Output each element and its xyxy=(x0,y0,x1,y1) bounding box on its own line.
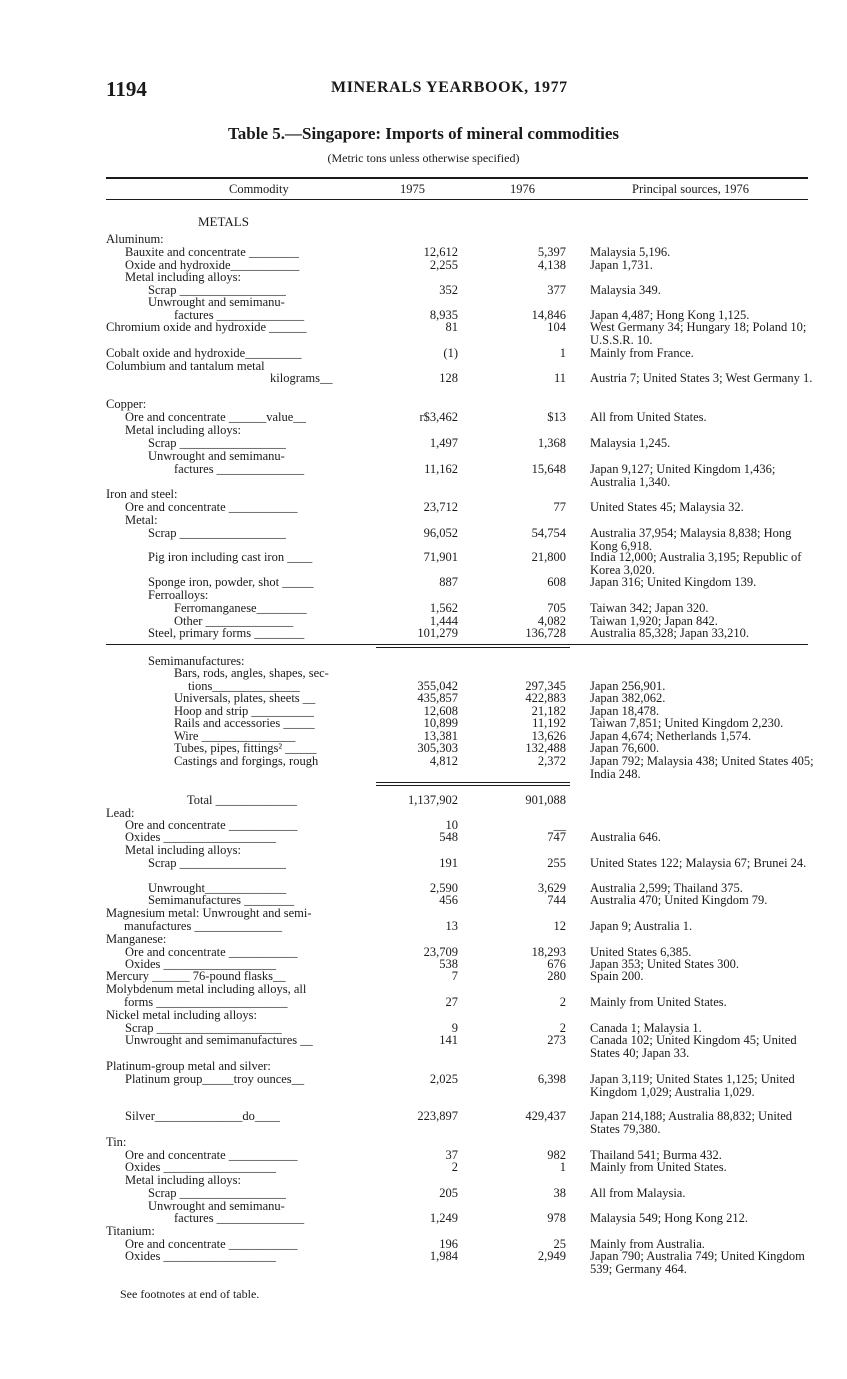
value-1976: 747 xyxy=(547,830,566,844)
row-label: Molybdenum metal including alloys, all xyxy=(106,982,307,996)
principal-sources: Japan 18,478. xyxy=(590,704,660,718)
value-1976: 104 xyxy=(547,320,566,334)
principal-sources: Australia 37,954; Malaysia 8,838; Hong Kong 6,918. xyxy=(590,526,792,553)
row-label: tions______________ xyxy=(188,679,300,693)
principal-sources: Australia 646. xyxy=(590,830,661,844)
row-label: Titanium: xyxy=(106,1224,155,1238)
principal-sources: Malaysia 5,196. xyxy=(590,245,671,259)
principal-sources: Japan 256,901. xyxy=(590,679,666,693)
row-label: Cobalt oxide and hydroxide_________ xyxy=(106,346,302,360)
value-1975: 355,042 xyxy=(417,679,458,693)
value-1975: r$3,462 xyxy=(419,410,458,424)
value-1976: 4,082 xyxy=(537,614,566,628)
row-label: Chromium oxide and hydroxide ______ xyxy=(106,320,307,334)
value-1975: 2,255 xyxy=(429,258,458,272)
value-1975: 1,562 xyxy=(429,601,458,615)
value-1976: 11 xyxy=(553,371,566,385)
value-1976: 982 xyxy=(547,1148,566,1162)
row-label: Unwrought_____________ xyxy=(148,881,287,895)
value-1976: 2,372 xyxy=(537,754,566,768)
value-1975: 9 xyxy=(451,1021,458,1035)
value-1976: 1,368 xyxy=(537,436,566,450)
value-1975: 435,857 xyxy=(417,691,458,705)
principal-sources: Japan 214,188; Australia 88,832; United States 79,380. xyxy=(590,1109,793,1136)
row-label: Ore and concentrate ___________ xyxy=(125,945,298,959)
principal-sources: Taiwan 7,851; United Kingdom 2,230. xyxy=(590,716,784,730)
value-1975: 2 xyxy=(451,1160,458,1174)
value-1975: (1) xyxy=(443,346,458,360)
row-label: Unwrought and semimanu- xyxy=(148,295,285,309)
value-1975: 128 xyxy=(439,371,458,385)
row-label: Columbium and tantalum metal xyxy=(106,359,265,373)
principal-sources: Canada 1; Malaysia 1. xyxy=(590,1021,702,1035)
value-1976: 11,192 xyxy=(532,716,566,730)
value-1976: 744 xyxy=(547,893,566,907)
principal-sources: Australia 85,328; Japan 33,210. xyxy=(590,626,750,640)
principal-sources: Taiwan 1,920; Japan 842. xyxy=(590,614,718,628)
value-1976: 608 xyxy=(547,575,566,589)
value-1976: 978 xyxy=(547,1211,566,1225)
row-label: Oxides __________________ xyxy=(125,957,277,971)
running-head: MINERALS YEARBOOK, 1977 xyxy=(331,79,568,96)
value-1975: 305,303 xyxy=(417,741,458,755)
row-label: Metal including alloys: xyxy=(125,423,241,437)
value-1976: 255 xyxy=(547,856,566,870)
row-label: Semimanufactures: xyxy=(148,654,245,668)
row-label: Bauxite and concentrate ________ xyxy=(125,245,299,259)
principal-sources: Mainly from United States. xyxy=(590,995,727,1009)
row-label: Ore and concentrate ______value__ xyxy=(125,410,306,424)
value-1976: __ xyxy=(553,818,566,832)
row-label: manufactures ______________ xyxy=(124,919,282,933)
row-label: Tin: xyxy=(106,1135,127,1149)
principal-sources: Japan 76,600. xyxy=(590,741,660,755)
row-label: Unwrought and semimanu- xyxy=(148,449,285,463)
principal-sources: Taiwan 342; Japan 320. xyxy=(590,601,709,615)
row-label: Metal including alloys: xyxy=(125,270,241,284)
value-1976: 18,293 xyxy=(531,945,566,959)
principal-sources: Japan 9; Australia 1. xyxy=(590,919,693,933)
row-label: Wire _______________ xyxy=(174,729,296,743)
value-1976: 297,345 xyxy=(525,679,566,693)
principal-sources: Mainly from United States. xyxy=(590,1160,727,1174)
value-1975: 81 xyxy=(445,320,458,334)
row-label: Ore and concentrate ___________ xyxy=(125,818,298,832)
principal-sources: All from Malaysia. xyxy=(590,1186,686,1200)
principal-sources: United States 45; Malaysia 32. xyxy=(590,500,744,514)
value-1975: 2,590 xyxy=(429,881,458,895)
value-1976: 4,138 xyxy=(537,258,566,272)
row-label: Unwrought and semimanufactures __ xyxy=(125,1033,313,1047)
value-1976: 132,488 xyxy=(525,741,566,755)
value-1975: 8,935 xyxy=(429,308,458,322)
value-1976: 54,754 xyxy=(531,526,566,540)
row-label: Copper: xyxy=(106,397,147,411)
value-1976: 2 xyxy=(559,995,566,1009)
row-label: Silver______________do____ xyxy=(125,1109,280,1123)
row-label: forms _____________________ xyxy=(124,995,288,1009)
value-1975: 71,901 xyxy=(423,550,458,564)
principal-sources: Japan 9,127; United Kingdom 1,436; Australia 1,340. xyxy=(590,462,776,489)
row-label: Other ______________ xyxy=(174,614,294,628)
principal-sources: Thailand 541; Burma 432. xyxy=(590,1148,722,1162)
page-number: 1194 xyxy=(106,77,147,101)
value-1976: 77 xyxy=(553,500,566,514)
principal-sources: Japan 3,119; United States 1,125; United Kingdom 1,029; Australia 1,029. xyxy=(590,1072,795,1099)
row-label: Unwrought and semimanu- xyxy=(148,1199,285,1213)
row-label: Pig iron including cast iron ____ xyxy=(148,550,313,564)
principal-sources: Malaysia 549; Hong Kong 212. xyxy=(590,1211,748,1225)
value-1976: 25 xyxy=(553,1237,566,1251)
row-label: Total _____________ xyxy=(187,793,297,807)
value-1976: 15,648 xyxy=(531,462,566,476)
header-1975: 1975 xyxy=(400,182,425,196)
row-label: kilograms__ xyxy=(270,371,333,385)
value-1975: 1,249 xyxy=(429,1211,458,1225)
value-1976: 14,846 xyxy=(531,308,566,322)
row-label: Ore and concentrate ___________ xyxy=(125,500,298,514)
header-1976: 1976 xyxy=(510,182,535,196)
value-1976: 5,397 xyxy=(537,245,566,259)
principal-sources: Japan 1,731. xyxy=(590,258,653,272)
row-label: Rails and accessories _____ xyxy=(174,716,315,730)
value-1975: 1,984 xyxy=(429,1249,458,1263)
principal-sources: Mainly from France. xyxy=(590,346,694,360)
row-label: factures ______________ xyxy=(174,308,305,322)
value-1975: 27 xyxy=(445,995,458,1009)
value-1976: 136,728 xyxy=(525,626,566,640)
row-label: Mercury ______ 76-pound flasks__ xyxy=(106,969,286,983)
row-label: Aluminum: xyxy=(106,232,164,246)
value-1975: 1,137,902 xyxy=(408,793,458,807)
value-1975: 223,897 xyxy=(417,1109,458,1123)
value-1975: 13,381 xyxy=(423,729,458,743)
value-1976: 2,949 xyxy=(537,1249,566,1263)
value-1976: 6,398 xyxy=(537,1072,566,1086)
principal-sources: Malaysia 1,245. xyxy=(590,436,671,450)
row-label: Metal including alloys: xyxy=(125,1173,241,1187)
value-1976: 3,629 xyxy=(537,881,566,895)
header-commodity: Commodity xyxy=(229,182,289,196)
row-label: Nickel metal including alloys: xyxy=(106,1008,258,1022)
value-1976: 676 xyxy=(547,957,566,971)
value-1976: 377 xyxy=(547,283,566,297)
row-label: Scrap _________________ xyxy=(148,1186,286,1200)
value-1976: 21,800 xyxy=(531,550,566,564)
row-label: Bars, rods, angles, shapes, sec- xyxy=(174,666,329,680)
row-label: Iron and steel: xyxy=(106,487,178,501)
row-label: Platinum group_____troy ounces__ xyxy=(125,1072,305,1086)
value-1975: 196 xyxy=(439,1237,458,1251)
principal-sources: India 12,000; Australia 3,195; Republic of Korea 3,020. xyxy=(590,550,802,577)
principal-sources: Japan 382,062. xyxy=(590,691,666,705)
value-1975: 10,899 xyxy=(423,716,458,730)
value-1975: 11,162 xyxy=(424,462,458,476)
value-1976: 1 xyxy=(559,346,566,360)
value-1976: 422,883 xyxy=(525,691,566,705)
header-sources: Principal sources, 1976 xyxy=(632,182,749,196)
principal-sources: Canada 102; United Kingdom 45; United States 40; Japan 33. xyxy=(590,1033,797,1060)
row-label: Ferroalloys: xyxy=(148,588,209,602)
row-label: Ferromanganese________ xyxy=(174,601,307,615)
row-label: Scrap _________________ xyxy=(148,526,286,540)
value-1975: 13 xyxy=(445,919,458,933)
row-label: Metal including alloys: xyxy=(125,843,241,857)
principal-sources: United States 122; Malaysia 67; Brunei 24. xyxy=(590,856,807,870)
value-1975: 12,608 xyxy=(423,704,458,718)
value-1975: 2,025 xyxy=(429,1072,458,1086)
value-1975: 23,709 xyxy=(423,945,458,959)
value-1975: 1,497 xyxy=(429,436,458,450)
value-1975: 456 xyxy=(439,893,458,907)
row-label: Oxides __________________ xyxy=(125,830,277,844)
row-label: Scrap _________________ xyxy=(148,436,286,450)
value-1975: 887 xyxy=(439,575,458,589)
principal-sources: All from United States. xyxy=(590,410,707,424)
value-1976: 280 xyxy=(547,969,566,983)
row-label: Hoop and strip __________ xyxy=(174,704,314,718)
value-1975: 141 xyxy=(439,1033,458,1047)
principal-sources: Spain 200. xyxy=(590,969,644,983)
row-label: Platinum-group metal and silver: xyxy=(106,1059,271,1073)
row-label: Semimanufactures ________ xyxy=(148,893,295,907)
value-1976: 13,626 xyxy=(531,729,566,743)
row-label: Universals, plates, sheets __ xyxy=(174,691,316,705)
row-label: factures ______________ xyxy=(174,462,305,476)
principal-sources: Austria 7; United States 3; West Germany 1. xyxy=(590,371,813,385)
value-1975: 37 xyxy=(445,1148,458,1162)
row-label: Tubes, pipes, fittings² _____ xyxy=(174,741,317,755)
row-label: Scrap _________________ xyxy=(148,856,286,870)
principal-sources: Australia 470; United Kingdom 79. xyxy=(590,893,768,907)
value-1975: 96,052 xyxy=(423,526,458,540)
value-1976: 1 xyxy=(559,1160,566,1174)
row-label: Magnesium metal: Unwrought and semi- xyxy=(106,906,312,920)
principal-sources: Japan 316; United Kingdom 139. xyxy=(590,575,757,589)
row-label: Scrap ____________________ xyxy=(125,1021,282,1035)
value-1976: 273 xyxy=(547,1033,566,1047)
principal-sources: Japan 4,487; Hong Kong 1,125. xyxy=(590,308,750,322)
value-1976: 429,437 xyxy=(525,1109,566,1123)
value-1976: 705 xyxy=(547,601,566,615)
value-1976: $13 xyxy=(547,410,566,424)
row-label: Ore and concentrate ___________ xyxy=(125,1237,298,1251)
principal-sources: Malaysia 349. xyxy=(590,283,661,297)
footnote-ref: See footnotes at end of table. xyxy=(120,1287,260,1301)
value-1975: 101,279 xyxy=(417,626,458,640)
row-label: Scrap _________________ xyxy=(148,283,286,297)
value-1975: 4,812 xyxy=(429,754,458,768)
value-1976: 901,088 xyxy=(525,793,566,807)
value-1975: 205 xyxy=(439,1186,458,1200)
row-label: Sponge iron, powder, shot _____ xyxy=(148,575,314,589)
row-label: Manganese: xyxy=(106,932,167,946)
table-title: Table 5.—Singapore: Imports of mineral commodities xyxy=(228,124,619,143)
section-metals: METALS xyxy=(198,214,249,229)
value-1975: 23,712 xyxy=(423,500,458,514)
value-1975: 191 xyxy=(439,856,458,870)
principal-sources: Japan 790; Australia 749; United Kingdom 539; Germany 464. xyxy=(590,1249,805,1276)
principal-sources: Australia 2,599; Thailand 375. xyxy=(590,881,743,895)
value-1976: 12 xyxy=(553,919,566,933)
principal-sources: United States 6,385. xyxy=(590,945,692,959)
row-label: Ore and concentrate ___________ xyxy=(125,1148,298,1162)
row-label: Lead: xyxy=(106,806,135,820)
principal-sources: Mainly from Australia. xyxy=(590,1237,705,1251)
principal-sources: West Germany 34; Hungary 18; Poland 10; U.S.S.R. 10. xyxy=(590,320,807,347)
principal-sources: Japan 792; Malaysia 438; United States 405; India 248. xyxy=(590,754,814,781)
value-1975: 7 xyxy=(451,969,458,983)
value-1975: 10 xyxy=(445,818,458,832)
principal-sources: Japan 353; United States 300. xyxy=(590,957,739,971)
row-label: Steel, primary forms ________ xyxy=(148,626,305,640)
row-label: Metal: xyxy=(125,513,158,527)
row-label: Castings and forgings, rough xyxy=(174,754,319,768)
principal-sources: Japan 4,674; Netherlands 1,574. xyxy=(590,729,752,743)
value-1975: 1,444 xyxy=(429,614,458,628)
value-1975: 548 xyxy=(439,830,458,844)
value-1976: 2 xyxy=(559,1021,566,1035)
row-label: Oxide and hydroxide___________ xyxy=(125,258,300,272)
row-label: Oxides __________________ xyxy=(125,1249,277,1263)
value-1976: 38 xyxy=(553,1186,566,1200)
row-label: factures ______________ xyxy=(174,1211,305,1225)
row-label: Oxides __________________ xyxy=(125,1160,277,1174)
value-1975: 538 xyxy=(439,957,458,971)
value-1975: 12,612 xyxy=(423,245,458,259)
table-subtitle: (Metric tons unless otherwise specified) xyxy=(327,151,520,165)
value-1975: 352 xyxy=(439,283,458,297)
value-1976: 21,182 xyxy=(531,704,566,718)
